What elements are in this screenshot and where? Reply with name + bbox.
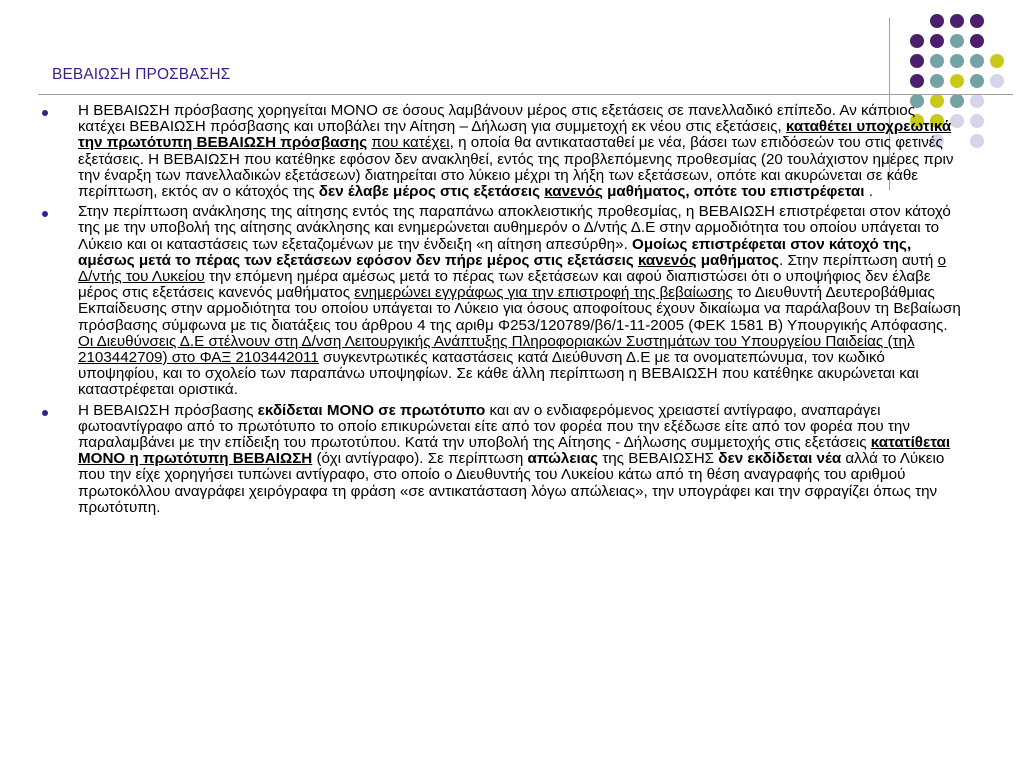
bullet-item-3 [38,403,963,516]
decorative-dot [910,34,924,48]
decorative-dot [950,34,964,48]
text-segment: απώλειας [527,450,599,468]
bullet-item-2 [38,204,963,398]
bullet-marker [42,110,48,116]
text-segment: Ομοίως επιστρέφεται στον κάτοχό της, αμέσως μετά το πέρας των εξετάσεων εφόσον δεν πήρε μέρος στις εξετάσεις [78,235,912,269]
decorative-dot [970,54,984,68]
text-segment: , η οποία θα αντικατασταθεί με νέα, βάσει των επιδόσεών του στις φετινές εξετάσεις. Η ΒΕΒΑΙΩΣΗ που κατέθηκε εφόσον δεν ανακληθεί, εντός της προβλεπόμενης προθεσμίας (20 τουλάχιστον ημέρες πριν την έναρξη των πανελλαδικών εξετάσεων) διατηρείται στο λύκειο μέχρι τη λήξη των εξετάσεων, οπότε και ακυρώνεται σε κάθε περίπτωση, εκτός αν ο κάτοχός της [78,134,954,201]
text-segment: της ΒΕΒΑΙΩΣΗΣ [598,450,719,468]
decorative-dot [970,74,984,88]
decorative-dot [970,134,984,148]
decorative-dot [970,94,984,108]
decorative-dot [970,114,984,128]
decorative-dot [950,74,964,88]
text-segment: κανενός [544,183,603,201]
text-segment: Η ΒΕΒΑΙΩΣΗ πρόσβασης χορηγείται ΜΟΝΟ σε όσους λαμβάνουν μέρος στις εξετάσεις σε πανελλαδικό επίπεδο. Αν κάποιος κατέχει ΒΕΒΑΙΩΣΗ πρόσβασης και υποβάλει την Αίτηση – Δήλωση για συμμετοχή εκ νέου στις εξετάσεις, [78,102,916,136]
text-segment: αλλά το Λύκειο που την είχε χορηγήσει τυπώνει αντίγραφο, στο οποίο ο Διευθυντής του Λυκείου κάτω από τη θέση αναγραφής του αριθμού πρωτοκόλλου αναγράφει χειρόγραφα τη φράση «σε αντικατάσταση λόγω απώλειας», την υπογράφει και την σφραγίζει όπως την πρωτότυπη. [78,450,945,516]
slide-title: ΒΕΒΑΙΩΣΗ ΠΡΟΣΒΑΣΗΣ [52,66,231,83]
text-segment: ενημερώνει εγγράφως για την επιστροφή της βεβαίωσης [354,284,733,302]
decorative-dot [930,14,944,28]
decorative-dot [990,74,1004,88]
bullet-marker [42,410,48,416]
horizontal-rule [38,94,1013,95]
decorative-dot [910,54,924,68]
text-segment: δεν εκδίδεται νέα [718,450,842,468]
text-segment: την επόμενη ημέρα αμέσως μετά το πέρας των εξετάσεων και αφού διαπιστώσει ότι ο υποψήφιος δεν έλαβε μέρος στις εξετάσεις κανενός μαθήματος [78,268,931,302]
text-segment: μαθήματος [696,251,780,269]
text-segment: ο Δ/ντής του Λυκείου [78,251,947,286]
text-segment: εκδίδεται ΜΟΝΟ σε πρωτότυπο [257,401,486,419]
text-segment: μαθήματος, οπότε του επιστρέφεται [602,183,865,201]
text-segment: Η ΒΕΒΑΙΩΣΗ πρόσβασης [78,401,258,419]
bullet-text-2 [78,204,963,398]
text-segment: . Στην περίπτωση αυτή [779,251,938,269]
text-segment: συγκεντρωτικές καταστάσεις κατά Διεύθυνση Δ.Ε με τα ονοματεπώνυμα, τον κωδικό υποψηφίου, και το σχολείο των παραπάνω υποψηφίων. Σε κάθε άλλη περίπτωση η ΒΕΒΑΙΩΣΗ που κατέθηκε ακυρώνεται και καταστρέφεται οριστικά. [78,349,919,399]
text-segment: κατατίθεται ΜΟΝΟ η πρωτότυπη ΒΕΒΑΙΩΣΗ [78,434,951,468]
bullet-item-1 [38,103,963,200]
text-segment: δεν έλαβε μέρος στις εξετάσεις [318,183,545,201]
bullet-text-1 [78,103,963,200]
text-segment: Στην περίπτωση ανάκλησης της αίτησης εντός της παραπάνω αποκλειστικής προθεσμίας, η ΒΕΒΑΙΩΣΗ επιστρέφεται στον κάτοχό της με την υποβολή της αίτησης ανάκλησης και ενημερώνεται αυθημερόν ο Δ/ντής Δ.Ε στην αρμοδιότητα του οποίου υπάγεται το Λύκειο και οι καταστάσεις των εξεταζομένων με την ένδειξη «η αίτηση απεσύρθη». [78,203,951,253]
decorative-dot [950,14,964,28]
slide-content [38,103,963,520]
decorative-dot [970,34,984,48]
text-segment: κανενός [637,251,697,269]
text-segment: που κατέχει [371,134,450,152]
text-segment: (όχι αντίγραφο). Σε περίπτωση [312,450,528,468]
bullet-marker [42,211,48,217]
decorative-dot [910,74,924,88]
decorative-dot [950,54,964,68]
text-segment: το Διευθυντή Δευτεροβάθμιας Εκπαίδευσης στην αρμοδιότητα του οποίου υπάγεται το Λύκειο για όσους αποφοίτους έχουν δικαίωμα να παράλαβουν τη Βεβαίωση πρόσβασης σύμφωνα με τις διατάξεις του άρθρου 4 της αριθμ Φ253/120789/β6/1-11-2005 (ΦΕΚ 1581 Β) Υπουργικής Απόφασης. [78,284,961,334]
text-segment: καταθέτει υποχρεωτικά την πρωτότυπη ΒΕΒΑΙΩΣΗ πρόσβασης [78,118,952,152]
bullet-text-3 [78,403,963,516]
text-segment: και αν ο ενδιαφερόμενος χρειαστεί αντίγραφο, αναπαράγει φωτοαντίγραφο από το πρωτότυπο το οποίο επικυρώνεται είτε από τον φορέα που την εξέδωσε είτε από τον φορέα που την παραλαμβάνει με την επίδειξη του πρωτοτύπου. Κατά την υποβολή της Αίτησης - Δήλωσης συμμετοχής στις εξετάσεις [78,401,910,452]
decorative-dot [990,54,1004,68]
decorative-dot [930,34,944,48]
decorative-dot [970,14,984,28]
decorative-dot [930,54,944,68]
decorative-dot [930,74,944,88]
text-segment: Οι Διευθύνσεις Δ.Ε στέλνουν στη Δ/νση Λειτουργικής Ανάπτυξης Πληροφοριακών Συστημάτων του Υπουργείου Παιδείας (τηλ 2103442709) στο ΦΑΞ 2103442011 [78,332,915,367]
text-segment: . [864,183,873,201]
